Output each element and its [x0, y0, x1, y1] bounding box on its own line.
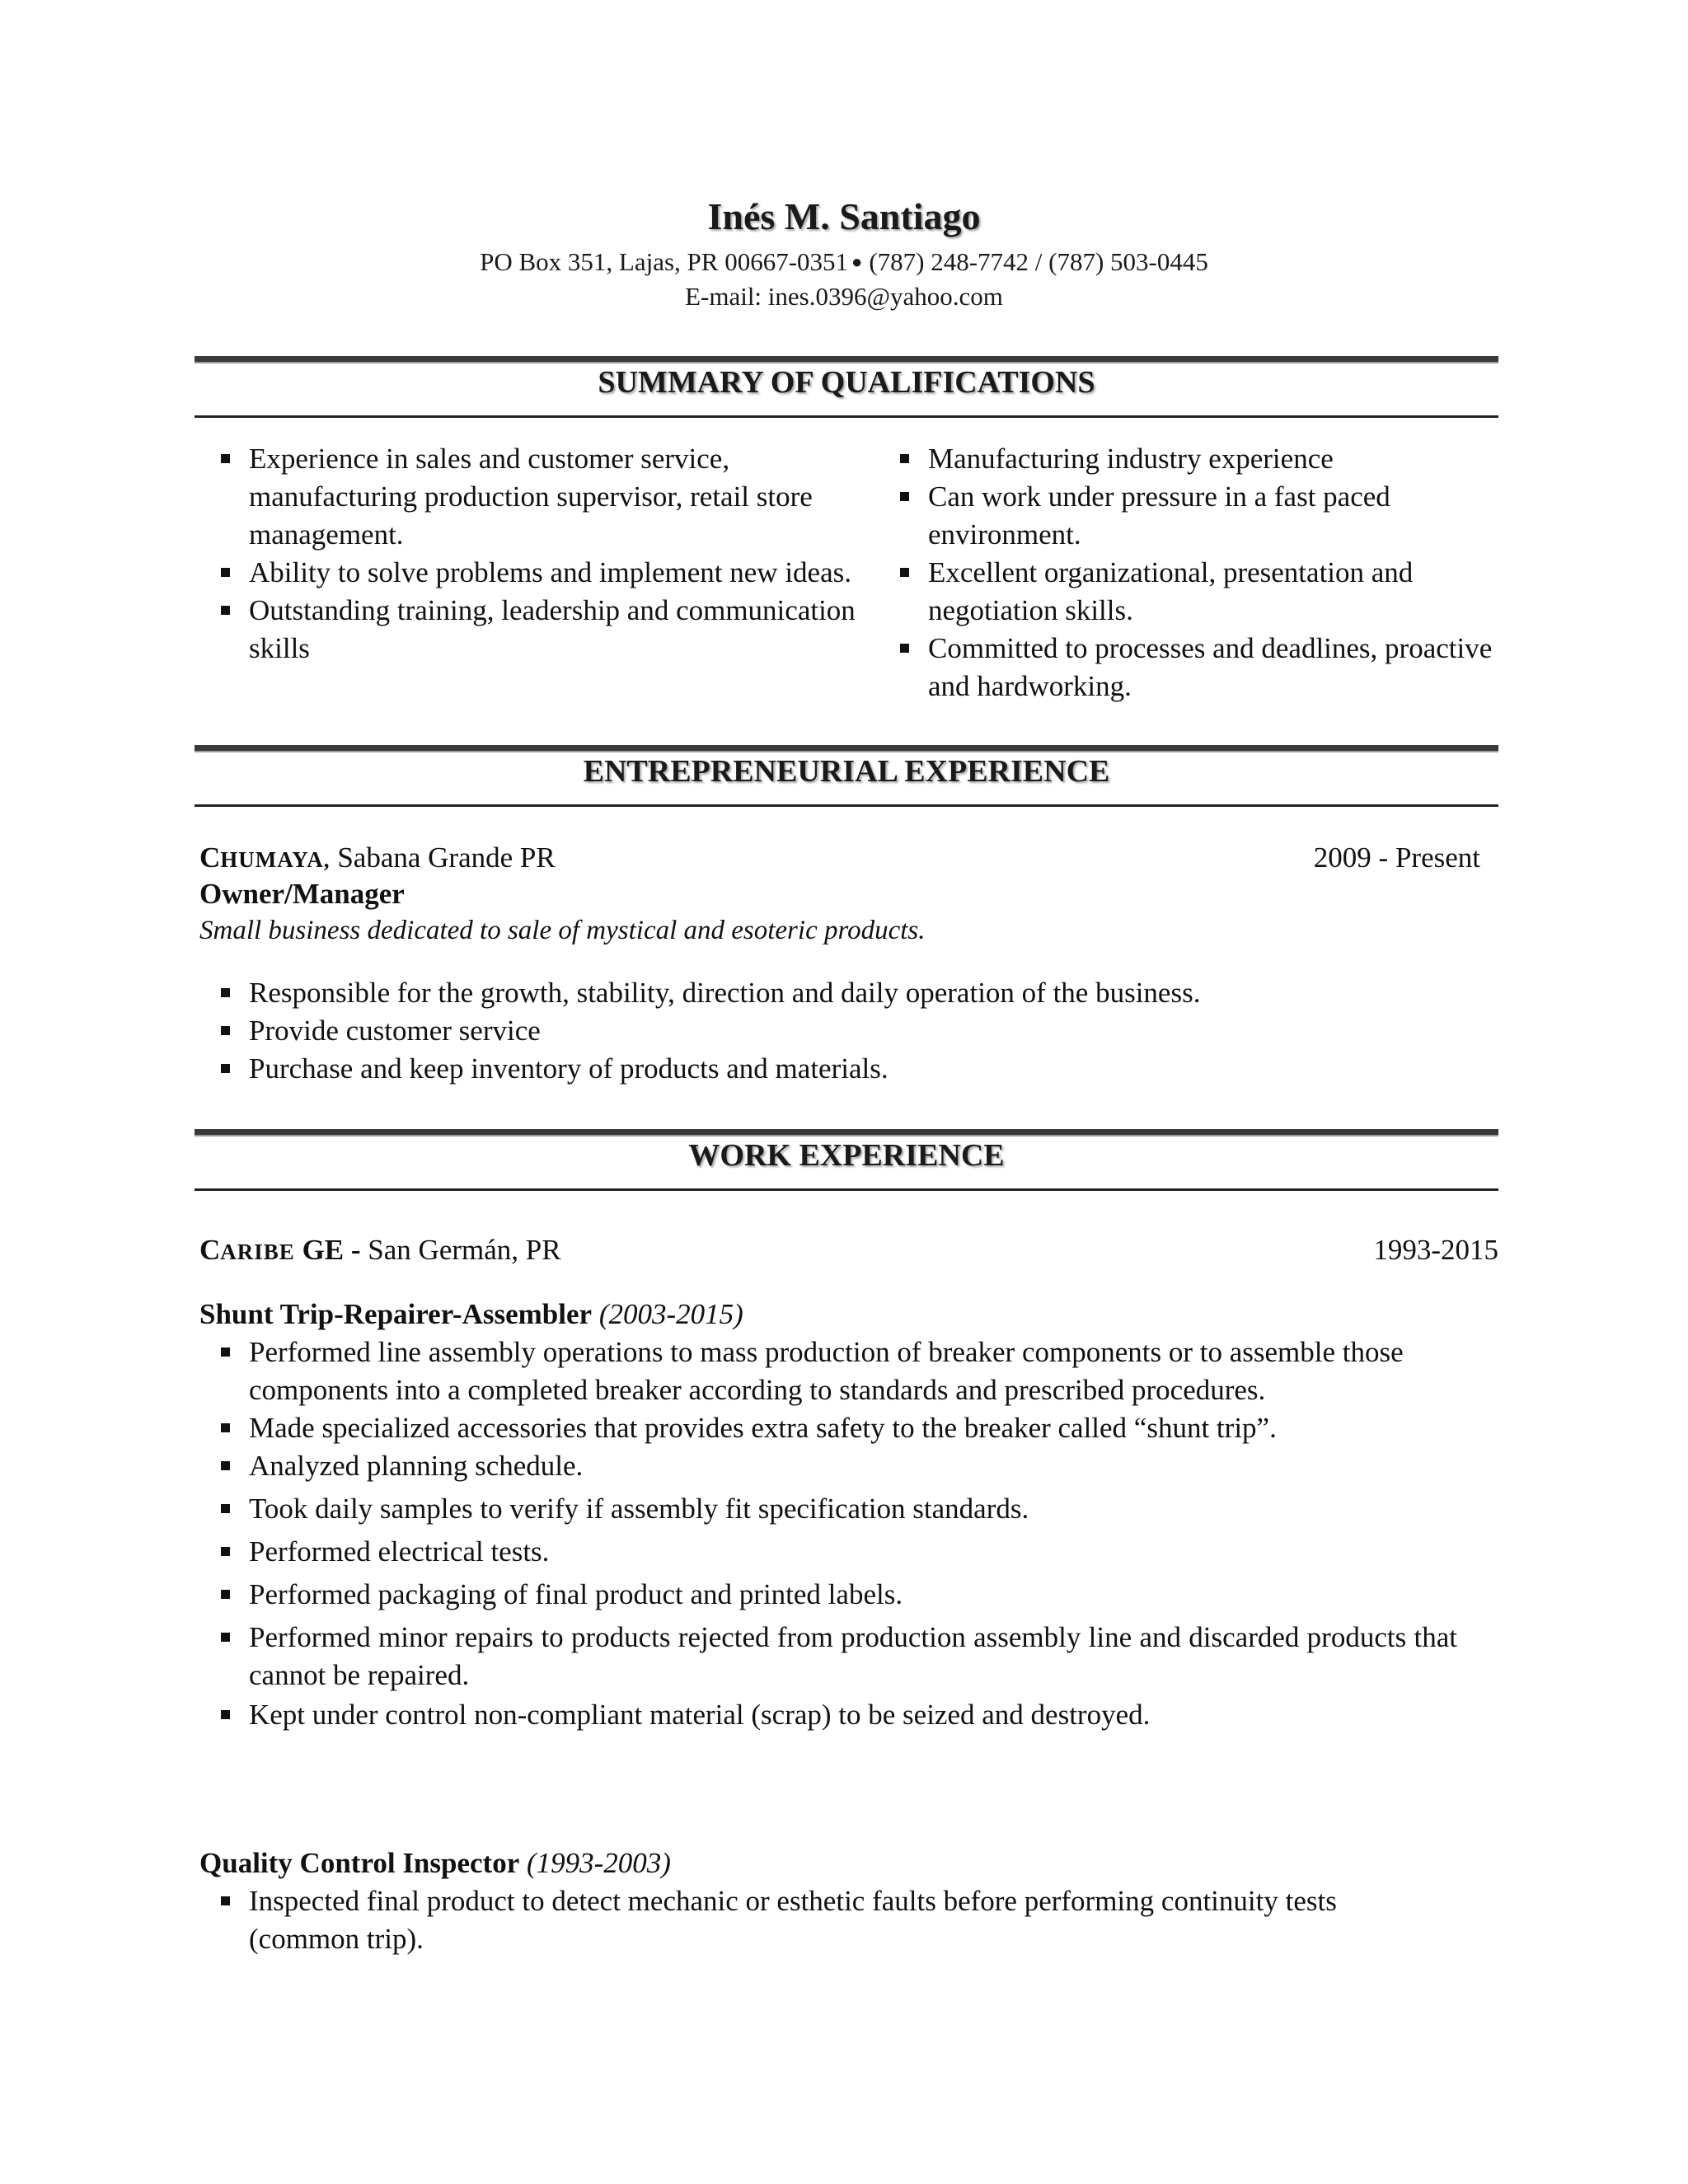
summary-left-column	[199, 440, 859, 668]
bullet-square-icon	[221, 568, 230, 577]
list-item: Purchase and keep inventory of products and materials.	[199, 1050, 1498, 1088]
section-rule-bottom	[195, 1188, 1498, 1191]
section-rule-bottom	[195, 804, 1498, 807]
employment-dates: 2009 - Present	[1313, 841, 1480, 874]
company-name: HUMAYA,	[220, 847, 331, 872]
bullet-square-icon	[221, 1064, 230, 1073]
company-location: Sabana Grande PR	[330, 841, 556, 874]
company-initial: C	[199, 841, 221, 874]
entrepreneurial-title: ENTREPRENEURIAL EXPERIENCE	[583, 754, 1110, 789]
job-heading	[199, 1296, 1498, 1333]
bullet-square-icon	[221, 988, 230, 997]
list-item: Inspected final product to detect mechanic or esthetic faults before performing continuity tests (common trip).	[199, 1882, 1452, 1958]
company-initial: C	[199, 1234, 221, 1266]
list-item: Ability to solve problems and implement new ideas.	[199, 554, 859, 592]
contact-line	[0, 247, 1688, 277]
bullet-square-icon	[221, 1461, 230, 1470]
bullet-square-icon	[900, 454, 909, 463]
entrepreneurial-bullets	[199, 974, 1498, 1088]
section-rule-top	[195, 1129, 1498, 1137]
summary-right-column	[879, 440, 1505, 705]
list-item: Analyzed planning schedule.	[199, 1447, 1498, 1485]
list-item: Responsible for the growth, stability, direction and daily operation of the business.	[199, 974, 1498, 1012]
section-rule-top	[195, 356, 1498, 363]
company-name: ARIBE	[220, 1240, 295, 1264]
list-item: Excellent organizational, presentation and negotiation skills.	[879, 554, 1505, 630]
employment-dates: 1993-2015	[1373, 1234, 1498, 1266]
list-item: Outstanding training, leadership and communication skills	[199, 592, 859, 668]
job-heading	[199, 1844, 1498, 1882]
role-title: Owner/Manager	[199, 878, 405, 910]
address: PO Box 351, Lajas, PR 00667-0351	[480, 247, 849, 276]
list-item: Took daily samples to verify if assembly fit specification standards.	[199, 1490, 1498, 1528]
bullet-square-icon	[900, 568, 909, 577]
job-period: (2003-2015)	[592, 1298, 743, 1330]
job-title: Shunt Trip-Repairer-Assembler	[199, 1298, 593, 1330]
business-description: Small business dedicated to sale of mystical and esoteric products.	[199, 916, 926, 945]
bullet-square-icon	[221, 454, 230, 463]
list-item: Made specialized accessories that provides extra safety to the breaker called “shunt trip”.	[199, 1409, 1498, 1447]
list-item: Experience in sales and customer service, manufacturing production supervisor, retail store management.	[199, 440, 859, 554]
list-item: Performed electrical tests.	[199, 1533, 1498, 1571]
email-line: E-mail: ines.0396@yahoo.com	[685, 282, 1003, 311]
job1-bullets	[199, 1333, 1498, 1734]
bullet-square-icon	[221, 1547, 230, 1556]
bullet-square-icon	[900, 644, 909, 653]
bullet-square-icon	[221, 1423, 230, 1432]
list-item: Kept under control non-compliant material (scrap) to be seized and destroyed.	[199, 1696, 1498, 1734]
list-item: Performed line assembly operations to mass production of breaker components or to assemble those components into a completed breaker according to standards and prescribed procedures.	[199, 1333, 1498, 1409]
list-item: Performed minor repairs to products rejected from production assembly line and discarded products that cannot be repaired.	[199, 1619, 1498, 1694]
list-item: Manufacturing industry experience	[879, 440, 1505, 478]
bullet-square-icon	[221, 1896, 230, 1905]
bullet-square-icon	[221, 1590, 230, 1599]
bullet-square-icon	[221, 1710, 230, 1719]
bullet-square-icon	[221, 1026, 230, 1035]
list-item: Provide customer service	[199, 1012, 1498, 1050]
work-title: WORK EXPERIENCE	[688, 1138, 1005, 1173]
list-item: Performed packaging of final product and printed labels.	[199, 1576, 1498, 1614]
section-rule-bottom	[195, 415, 1498, 418]
summary-title: SUMMARY OF QUALIFICATIONS	[598, 365, 1095, 400]
bullet-square-icon	[221, 1347, 230, 1357]
company-suffix: GE -	[294, 1234, 361, 1266]
candidate-name: Inés M. Santiago	[707, 195, 981, 237]
phone-numbers: (787) 248-7742 / (787) 503-0445	[869, 247, 1208, 276]
bullet-square-icon	[221, 1633, 230, 1642]
job-title: Quality Control Inspector	[199, 1847, 520, 1879]
list-item: Committed to processes and deadlines, proactive and hardworking.	[879, 630, 1505, 705]
employer-line	[199, 1231, 1498, 1271]
list-item: Can work under pressure in a fast paced environment.	[879, 478, 1505, 554]
job2-bullets	[199, 1882, 1452, 1958]
separator-dot: ●	[851, 251, 863, 272]
bullet-square-icon	[221, 1504, 230, 1513]
company-location: San Germán, PR	[360, 1234, 561, 1266]
job-period: (1993-2003)	[519, 1847, 671, 1879]
bullet-square-icon	[221, 606, 230, 615]
section-rule-top	[195, 745, 1498, 752]
bullet-square-icon	[900, 492, 909, 501]
employer-line	[199, 839, 1480, 879]
